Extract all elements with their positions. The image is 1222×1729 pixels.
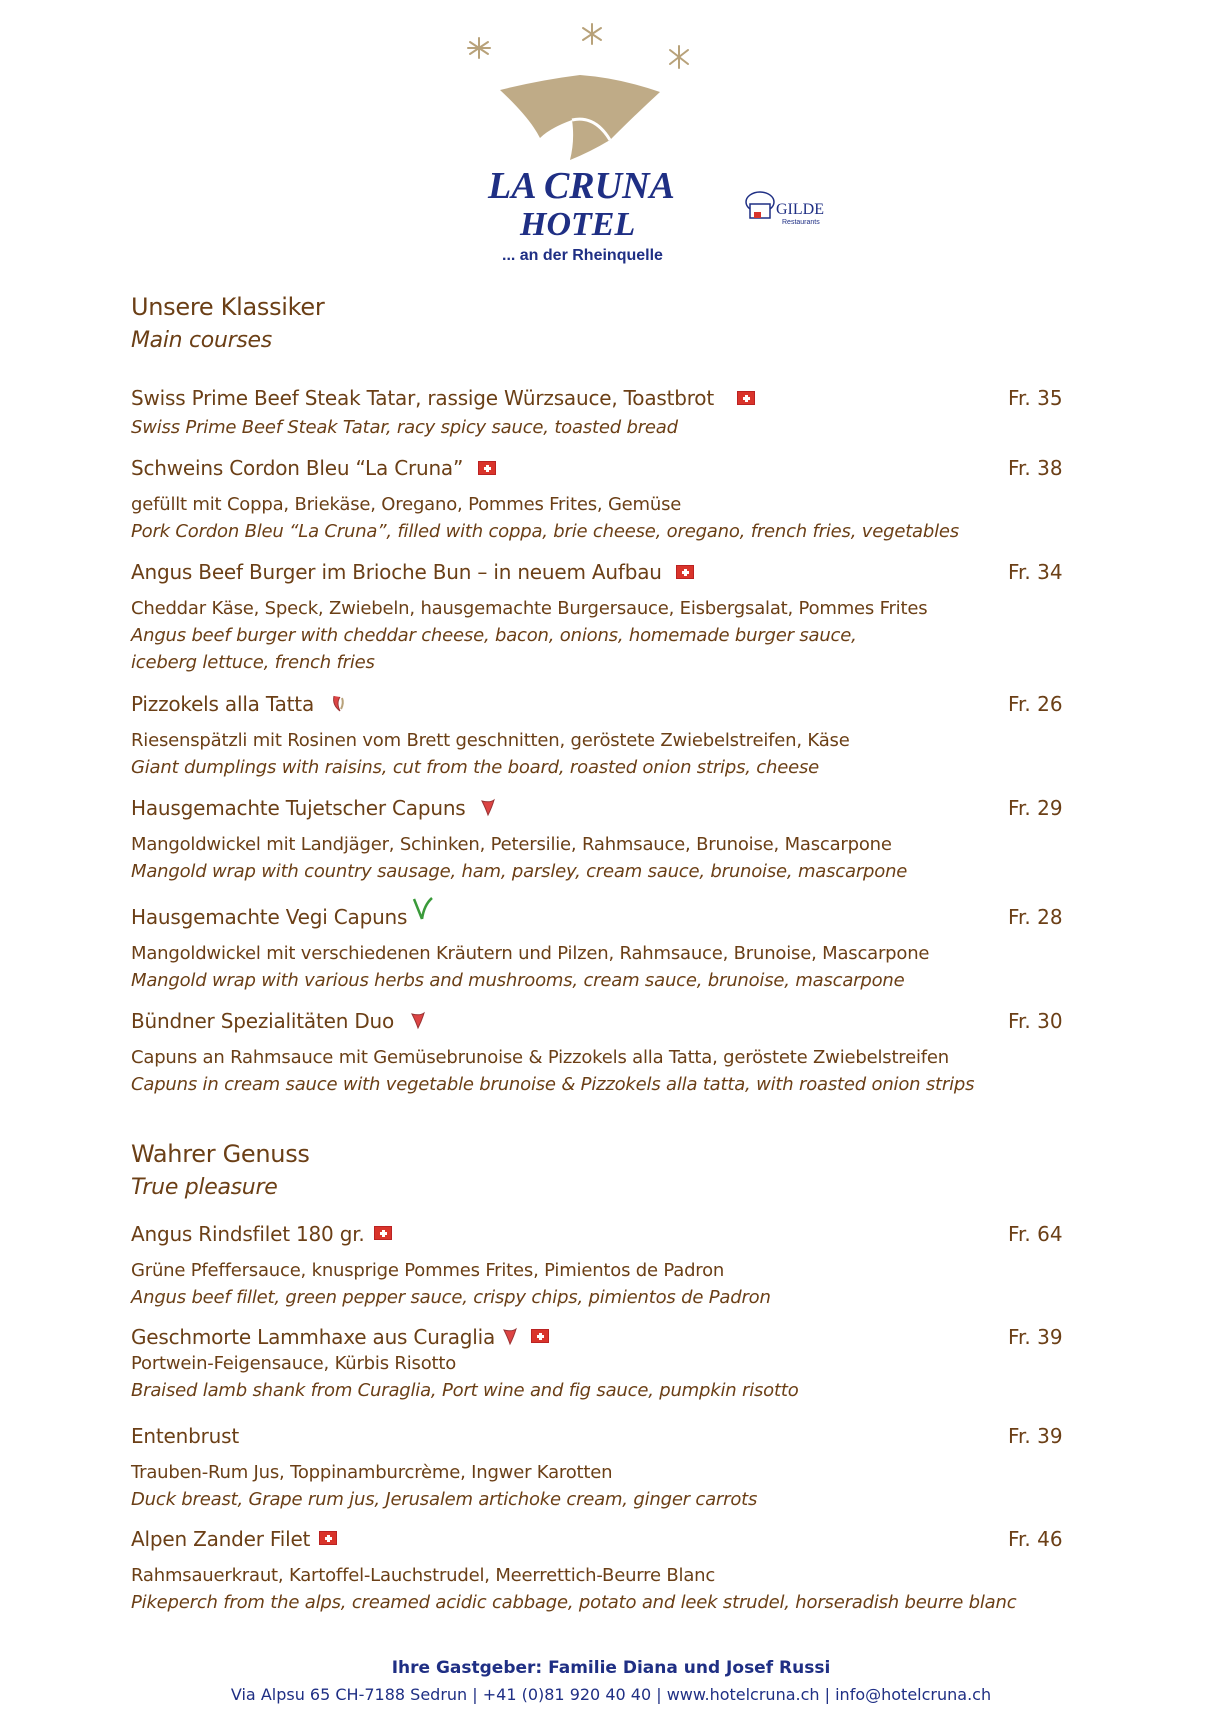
gilde-sub: Restaurants [782,219,820,226]
star-icon [670,46,688,68]
swiss-flag-icon [676,565,694,579]
menu-item-desc-en-line2: iceberg lettuce, french fries [131,652,375,673]
menu-item-price: Fr. 39 [1008,1424,1063,1448]
menu-item-name: Angus Rindsfilet 180 gr. [131,1222,365,1246]
crown-icon [500,75,660,160]
menu-item-price: Fr. 38 [1008,456,1063,480]
menu-item-desc-de: Capuns an Rahmsauce mit Gemüsebrunoise & Pizzokels alla Tatta, geröstete Zwiebelstreifen [131,1047,950,1068]
menu-item-desc-de: Riesenspätzli mit Rosinen vom Brett geschnitten, geröstete Zwiebelstreifen, Käse [131,730,850,751]
section-subtitle: True pleasure [131,1175,278,1200]
section-title: Wahrer Genuss [131,1140,310,1168]
menu-item-desc-en: Angus beef fillet, green pepper sauce, crispy chips, pimientos de Padron [131,1287,771,1308]
ibex-horn-icon [478,797,500,819]
menu-item-desc-de: Portwein-Feigensauce, Kürbis Risotto [131,1353,457,1374]
menu-item-name: Angus Beef Burger im Brioche Bun – in neuem Aufbau [131,560,662,584]
logo-line1: LA CRUNA [488,165,675,207]
gilde-badge [738,188,858,238]
menu-item-desc-en: Duck breast, Grape rum jus, Jerusalem artichoke cream, ginger carrots [131,1489,758,1510]
menu-item-desc-en: Swiss Prime Beef Steak Tatar, racy spicy sauce, toasted bread [131,417,678,438]
menu-item-desc-de: Rahmsauerkraut, Kartoffel-Lauchstrudel, Meerrettich-Beurre Blanc [131,1565,716,1586]
menu-item-price: Fr. 64 [1008,1222,1063,1246]
menu-item-price: Fr. 46 [1008,1527,1063,1551]
footer-hosts: Ihre Gastgeber: Familie Diana und Josef Russi [391,1658,831,1678]
menu-item-price: Fr. 34 [1008,560,1063,584]
menu-item-desc-en: Pork Cordon Bleu “La Cruna”, filled with coppa, brie cheese, oregano, french fries, vegetables [131,521,959,542]
footer-contact: Via Alpsu 65 CH-7188 Sedrun | +41 (0)81 920 40 40 | www.hotelcruna.ch | info@hotelcruna.ch [230,1685,992,1704]
menu-item-price: Fr. 35 [1008,386,1063,410]
ibex-horn-icon [500,1326,522,1348]
menu-item-name: Geschmorte Lammhaxe aus Curaglia [131,1325,496,1349]
hotel-logo [460,20,760,270]
menu-item-price: Fr. 28 [1008,905,1063,929]
menu-item-name: Pizzokels alla Tatta [131,692,315,716]
menu-item-desc-en: Giant dumplings with raisins, cut from the board, roasted onion strips, cheese [131,757,819,778]
menu-item-desc-de: Trauben-Rum Jus, Toppinamburcrème, Ingwer Karotten [131,1462,613,1483]
vegetarian-leaf-icon [410,895,436,923]
swiss-flag-icon [478,461,496,475]
menu-item-name: Alpen Zander Filet [131,1527,311,1551]
menu-item-name: Swiss Prime Beef Steak Tatar, rassige Würzsauce, Toastbrot [131,386,714,410]
ibex-horn-icon [408,1010,430,1032]
menu-item-desc-en: Mangold wrap with various herbs and mushrooms, cream sauce, brunoise, mascarpone [131,970,905,991]
logo-line2: HOTEL [520,206,636,243]
menu-item-name: Bündner Spezialitäten Duo [131,1009,395,1033]
menu-item-name: Schweins Cordon Bleu “La Cruna” [131,456,464,480]
menu-item-price: Fr. 26 [1008,692,1063,716]
menu-item-name: Hausgemachte Tujetscher Capuns [131,796,466,820]
chef-hat-icon [746,192,774,218]
ibex-horn-icon [330,693,352,715]
swiss-flag-icon [374,1226,392,1240]
logo-tagline: ... an der Rheinquelle [502,247,663,264]
menu-item-price: Fr. 30 [1008,1009,1063,1033]
menu-item-desc-en: Braised lamb shank from Curaglia, Port wine and fig sauce, pumpkin risotto [131,1380,799,1401]
menu-item-desc-en: Angus beef burger with cheddar cheese, bacon, onions, homemade burger sauce, [131,625,857,646]
menu-item-desc-de: gefüllt mit Coppa, Briekäse, Oregano, Pommes Frites, Gemüse [131,494,682,515]
star-icon [583,24,601,44]
swiss-flag-icon [319,1531,337,1545]
section-subtitle: Main courses [131,328,272,353]
menu-item-price: Fr. 39 [1008,1325,1063,1349]
gilde-name: GILDE [776,201,824,218]
menu-item-desc-de: Grüne Pfeffersauce, knusprige Pommes Frites, Pimientos de Padron [131,1260,725,1281]
menu-item-desc-en: Capuns in cream sauce with vegetable brunoise & Pizzokels alla tatta, with roasted onion strips [131,1074,975,1095]
swiss-flag-icon [737,391,755,405]
section-title: Unsere Klassiker [131,293,325,321]
menu-item-desc-de: Mangoldwickel mit verschiedenen Kräutern und Pilzen, Rahmsauce, Brunoise, Mascarpone [131,943,930,964]
menu-item-desc-de: Cheddar Käse, Speck, Zwiebeln, hausgemachte Burgersauce, Eisbergsalat, Pommes Frites [131,598,928,619]
menu-item-desc-en: Pikeperch from the alps, creamed acidic cabbage, potato and leek strudel, horseradish beurre blanc [131,1592,1017,1613]
menu-item-name: Entenbrust [131,1424,239,1448]
menu-item-desc-en: Mangold wrap with country sausage, ham, parsley, cream sauce, brunoise, mascarpone [131,861,908,882]
star-icon [468,38,490,58]
menu-item-price: Fr. 29 [1008,796,1063,820]
menu-item-desc-de: Mangoldwickel mit Landjäger, Schinken, Petersilie, Rahmsauce, Brunoise, Mascarpone [131,834,892,855]
swiss-flag-icon [531,1329,549,1343]
menu-item-name: Hausgemachte Vegi Capuns [131,905,408,929]
